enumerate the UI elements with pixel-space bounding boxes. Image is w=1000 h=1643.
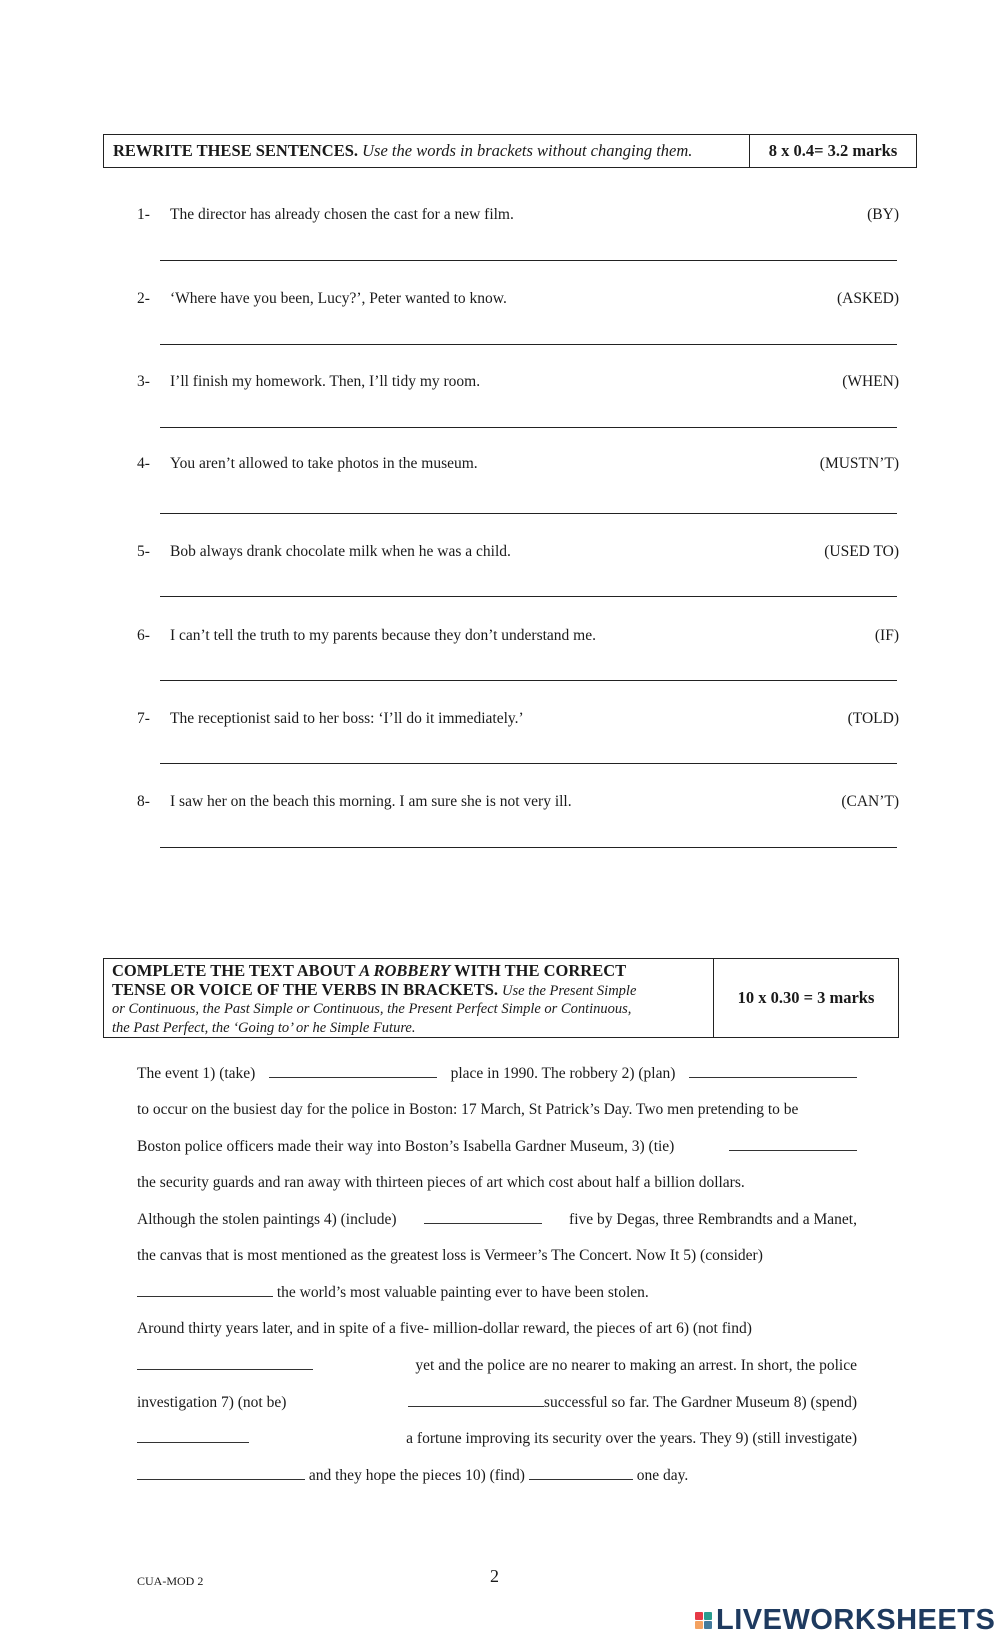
- footer-code: CUA-MOD 2: [137, 1574, 204, 1588]
- question-text: I’ll finish my homework. Then, I’ll tidy my room.: [170, 373, 481, 390]
- text-segment: the world’s most valuable painting ever to have been stolen.: [276, 1284, 649, 1301]
- blank-1-take[interactable]: [269, 1063, 437, 1078]
- section1-marks: 8 x 0.4= 3.2 marks: [768, 141, 898, 160]
- text-line-2: to occur on the busiest day for the police in Boston: 17 March, St Patrick’s Day. Two men pretending to be: [137, 1101, 799, 1118]
- blank-5-consider[interactable]: [137, 1282, 273, 1297]
- text-line-12: [137, 1465, 857, 1487]
- section2-marks: 10 x 0.30 = 3 marks: [737, 988, 875, 1007]
- text-line-4: the security guards and ran away with thirteen pieces of art which cost about half a billion dollars.: [137, 1174, 745, 1191]
- answer-input-2[interactable]: [160, 324, 897, 345]
- question-text: ‘Where have you been, Lucy?’, Peter wanted to know.: [170, 290, 507, 307]
- question-7: [137, 710, 899, 732]
- page-number: 2: [490, 1566, 499, 1586]
- text-segment: successful so far. The Gardner Museum 8) (spend): [543, 1394, 857, 1411]
- question-text: I can’t tell the truth to my parents because they don’t understand me.: [170, 627, 596, 644]
- section2-title: [104, 959, 714, 1037]
- question-text: You aren’t allowed to take photos in the museum.: [170, 455, 478, 472]
- section2-instructions-c: the Past Perfect, the ‘Going to’ or he Simple Future.: [112, 1019, 416, 1036]
- question-number: 1-: [137, 206, 150, 223]
- question-number: 5-: [137, 543, 150, 560]
- question-8: [137, 793, 899, 815]
- text-segment: five by Degas, three Rembrandts and a Manet,: [569, 1211, 857, 1228]
- text-segment: investigation 7) (not be): [137, 1394, 287, 1411]
- section2-header-box: [103, 958, 899, 1038]
- question-text: The receptionist said to her boss: ‘I’ll do it immediately.’: [170, 710, 524, 727]
- text-line-5: [137, 1209, 857, 1231]
- question-keyword: (CAN’T): [841, 793, 899, 810]
- text-segment: place in 1990. The robbery 2) (plan): [450, 1065, 676, 1082]
- question-keyword: (ASKED): [837, 290, 899, 307]
- section2-instructions-a: Use the Present Simple: [502, 982, 637, 999]
- logo-wordmark: LIVEWORKSHEETS: [716, 1603, 996, 1636]
- blank-2-plan[interactable]: [689, 1063, 857, 1078]
- answer-input-3[interactable]: [160, 407, 897, 428]
- blank-9-still-investigate[interactable]: [137, 1465, 305, 1480]
- answer-input-1[interactable]: [160, 240, 897, 261]
- question-keyword: (USED TO): [824, 543, 899, 560]
- text-line-3: [137, 1136, 857, 1158]
- section1-instructions: Use the words in brackets without changing them.: [362, 141, 693, 160]
- text-segment: Although the stolen paintings 4) (include): [137, 1211, 397, 1228]
- text-line-6: the canvas that is most mentioned as the greatest loss is Vermeer’s The Concert. Now It 5) (consider): [137, 1247, 763, 1264]
- question-2: [137, 290, 899, 312]
- blank-7-not-be[interactable]: [408, 1392, 544, 1407]
- answer-input-5[interactable]: [160, 576, 897, 597]
- section1-title-bold: REWRITE THESE SENTENCES.: [113, 141, 358, 160]
- section2-title-italic: A ROBBERY: [359, 961, 451, 980]
- question-keyword: (MUSTN’T): [819, 455, 899, 472]
- text-segment: Boston police officers made their way into Boston’s Isabella Gardner Museum, 3) (tie): [137, 1138, 675, 1155]
- question-number: 7-: [137, 710, 150, 727]
- question-keyword: (BY): [867, 206, 899, 223]
- question-keyword: (IF): [874, 627, 899, 644]
- answer-input-7[interactable]: [160, 743, 897, 764]
- question-number: 2-: [137, 290, 150, 307]
- section1-title: [104, 135, 750, 167]
- question-keyword: (WHEN): [842, 373, 899, 390]
- liveworksheets-logo[interactable]: [695, 1604, 995, 1636]
- section2-title-part1: COMPLETE THE TEXT ABOUT: [112, 961, 356, 980]
- blank-3-tie[interactable]: [729, 1136, 857, 1151]
- answer-input-8[interactable]: [160, 827, 897, 848]
- question-5: [137, 543, 899, 565]
- section2-title-part2: WITH THE CORRECT: [454, 961, 627, 980]
- logo-grid-icon: [695, 1612, 712, 1629]
- text-line-7: [137, 1282, 857, 1304]
- blank-10-find[interactable]: [529, 1465, 633, 1480]
- blank-4-include[interactable]: [424, 1209, 542, 1224]
- answer-input-6[interactable]: [160, 660, 897, 681]
- question-4: [137, 455, 899, 477]
- text-segment: and they hope the pieces 10) (find): [308, 1467, 525, 1484]
- question-text: Bob always drank chocolate milk when he was a child.: [170, 543, 511, 560]
- section2-instructions-b: or Continuous, the Past Simple or Continuous, the Present Perfect Simple or Continuous,: [112, 1001, 632, 1017]
- text-line-11: [137, 1428, 857, 1450]
- question-6: [137, 627, 899, 649]
- question-number: 4-: [137, 455, 150, 472]
- text-line-10: [137, 1392, 857, 1414]
- question-1: [137, 206, 899, 228]
- question-number: 3-: [137, 373, 150, 390]
- text-segment: a fortune improving its security over the years. They 9) (still investigate): [406, 1430, 857, 1447]
- text-segment: The event 1) (take): [137, 1065, 256, 1082]
- text-line-1: [137, 1063, 857, 1085]
- section2-title-line2: TENSE OR VOICE OF THE VERBS IN BRACKETS.: [112, 979, 499, 999]
- text-segment: yet and the police are no nearer to making an arrest. In short, the police: [415, 1357, 857, 1374]
- question-text: The director has already chosen the cast for a new film.: [170, 206, 514, 223]
- text-line-8: Around thirty years later, and in spite of a five- million-dollar reward, the pieces of art 6) (not find): [137, 1320, 752, 1337]
- answer-input-4[interactable]: [160, 493, 897, 514]
- blank-8-spend[interactable]: [137, 1428, 249, 1443]
- blank-6-not-find[interactable]: [137, 1355, 313, 1370]
- question-3: [137, 373, 899, 395]
- section1-header-box: [103, 134, 917, 168]
- text-segment: one day.: [636, 1467, 689, 1484]
- question-number: 8-: [137, 793, 150, 810]
- question-keyword: (TOLD): [847, 710, 899, 727]
- question-number: 6-: [137, 627, 150, 644]
- question-text: I saw her on the beach this morning. I am sure she is not very ill.: [170, 793, 572, 810]
- text-line-9: [137, 1355, 857, 1377]
